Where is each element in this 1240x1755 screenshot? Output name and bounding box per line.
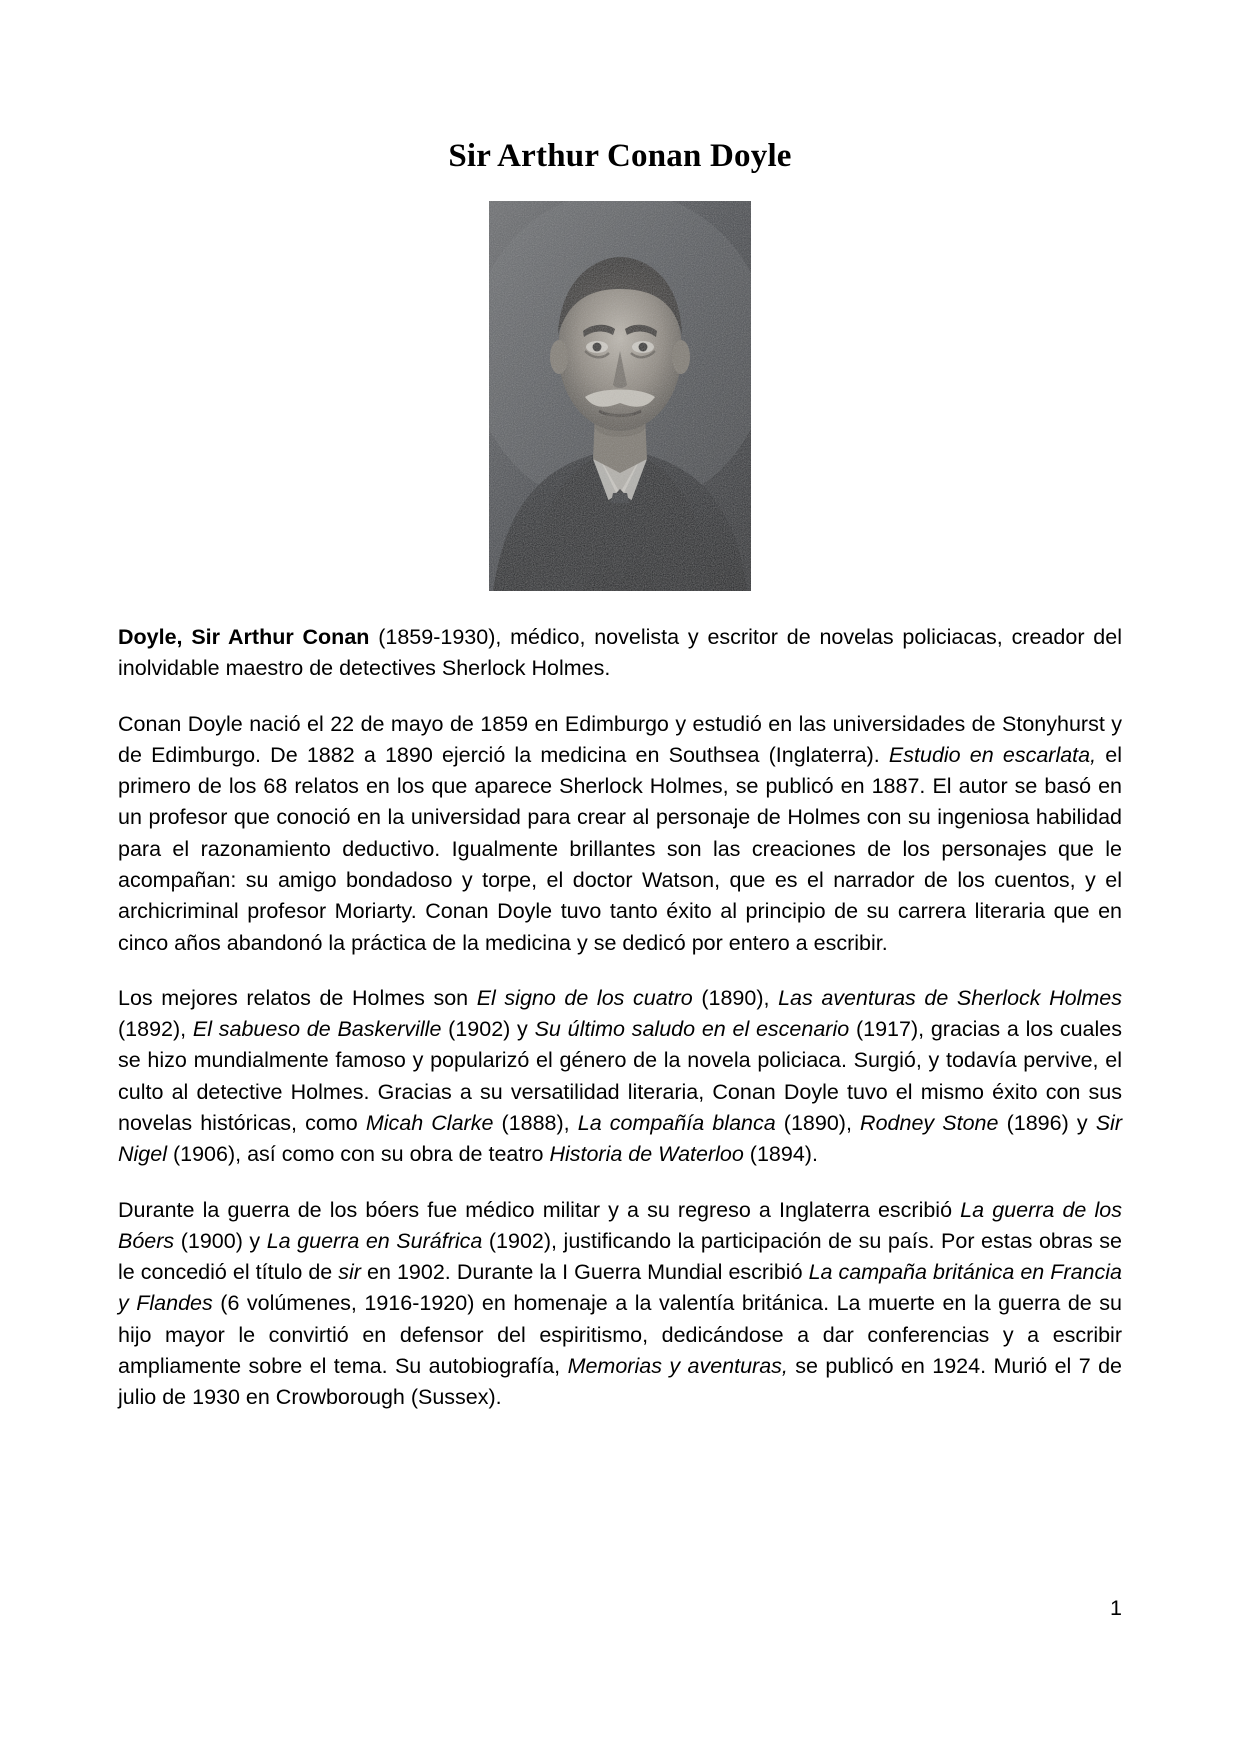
work-title-sir-nigel: Sir Nigel bbox=[118, 1110, 1122, 1167]
later-text-4: en 1902. Durante la I Guerra Mundial escribió bbox=[360, 1260, 809, 1285]
work-title-estudio-en-escarlata: Estudio en escarlata, bbox=[888, 742, 1097, 767]
paragraph-definition bbox=[118, 622, 1122, 685]
page-number: 1 bbox=[1110, 1596, 1122, 1620]
work-title-el-sabueso-de-baskerville: El sabueso de Baskerville bbox=[192, 1017, 442, 1042]
work-title-rodney-stone: Rodney Stone bbox=[860, 1110, 999, 1135]
document-content bbox=[118, 0, 1122, 1413]
entry-headword: Doyle, Sir Arthur Conan bbox=[118, 625, 370, 649]
later-text-5: (6 volúmenes, 1916-1920) en homenaje a la valentía británica. La muerte en la guerra de su hijo mayor le convirtió en defensor del espiritismo, dedicándose a dar conferencias y a escribir ampliamente sobre el tema. Su autobiografía, bbox=[118, 1291, 1122, 1378]
work-title-memorias-y-aventuras: Memorias y aventuras, bbox=[567, 1353, 788, 1378]
works-text-5: (1917), gracias a los cuales se hizo mundialmente famoso y popularizó el género de la novela policiaca. Surgió, y todavía pervive, el culto al detective Holmes. Gracias a su versatilidad literaria, Conan Doyle tuvo el mismo éxito con sus novelas históricas, como bbox=[118, 1017, 1122, 1135]
bio-text-1: Conan Doyle nació el 22 de mayo de 1859 en Edimburgo y estudió en las universidades de Stonyhurst y de Edimburgo. De 1882 a 1890 ejerció la medicina en Southsea (Inglaterra). bbox=[118, 711, 1122, 767]
portrait-photo-image bbox=[489, 201, 751, 591]
works-text-10: (1894). bbox=[743, 1142, 818, 1167]
works-text-9: (1906), así como con su obra de teatro bbox=[167, 1142, 550, 1167]
work-title-las-aventuras-de-sherlock-holmes: Las aventuras de Sherlock Holmes bbox=[778, 985, 1123, 1010]
works-text-2: (1890), bbox=[692, 985, 779, 1010]
work-title-la-guerra-de-los-boers: La guerra de los Bóers bbox=[118, 1197, 1122, 1253]
portrait-figure bbox=[118, 201, 1122, 596]
title-sir: sir bbox=[338, 1260, 361, 1285]
works-text-4: (1902) y bbox=[441, 1017, 535, 1042]
page-title: Sir Arthur Conan Doyle bbox=[448, 138, 792, 174]
portrait-photo bbox=[489, 201, 751, 591]
works-text-8: (1896) y bbox=[998, 1110, 1096, 1135]
work-title-su-ultimo-saludo-en-el-escenario: Su último saludo en el escenario bbox=[534, 1017, 850, 1042]
work-title-la-campana-britanica-en-francia-y-flandes: La campaña británica en Francia y Flandes bbox=[118, 1260, 1122, 1316]
works-text-6: (1888), bbox=[493, 1110, 578, 1135]
later-text-3: (1902), justificando la participación de su país. Por estas obras se le concedió el título de bbox=[118, 1228, 1122, 1285]
paragraph-works bbox=[118, 983, 1122, 1171]
later-text-2: (1900) y bbox=[174, 1228, 267, 1253]
works-text-1: Los mejores relatos de Holmes son bbox=[118, 985, 477, 1010]
bio-text-2: el primero de los 68 relatos en los que aparece Sherlock Holmes, se publicó en 1887. El autor se basó en un profesor que conoció en la universidad para crear al personaje de Holmes con su ingeniosa habilidad para el razonamiento deductivo. Igualmente brillantes son las creaciones de los personajes que le acompañan: su amigo bondadoso y torpe, el doctor Watson, que es el narrador de los cuentos, y el archicriminal profesor Moriarty. Conan Doyle tuvo tanto éxito al principio de su carrera literaria que en cinco años abandonó la práctica de la medicina y se dedicó por entero a escribir. bbox=[118, 742, 1122, 955]
work-title-micah-clarke: Micah Clarke bbox=[365, 1110, 494, 1135]
paragraph-biography bbox=[118, 709, 1122, 959]
works-text-3: (1892), bbox=[118, 1017, 193, 1042]
work-title-el-signo-de-los-cuatro: El signo de los cuatro bbox=[476, 985, 693, 1010]
work-title-la-guerra-en-surafrica: La guerra en Suráfrica bbox=[266, 1228, 483, 1253]
works-text-7: (1890), bbox=[775, 1110, 861, 1135]
work-title-la-compania-blanca: La compañía blanca bbox=[577, 1110, 776, 1135]
paragraph-later-life bbox=[118, 1195, 1122, 1414]
entry-definition-text: (1859-1930), médico, novelista y escritor de novelas policiacas, creador del inolvidable maestro de detectives Sherlock Holmes. bbox=[118, 625, 1122, 681]
later-text-1: Durante la guerra de los bóers fue médico militar y a su regreso a Inglaterra escribió bbox=[118, 1197, 961, 1222]
later-text-6: se publicó en 1924. Murió el 7 de julio de 1930 en Crowborough (Sussex). bbox=[118, 1353, 1122, 1410]
work-title-historia-de-waterloo: Historia de Waterloo bbox=[549, 1142, 744, 1167]
